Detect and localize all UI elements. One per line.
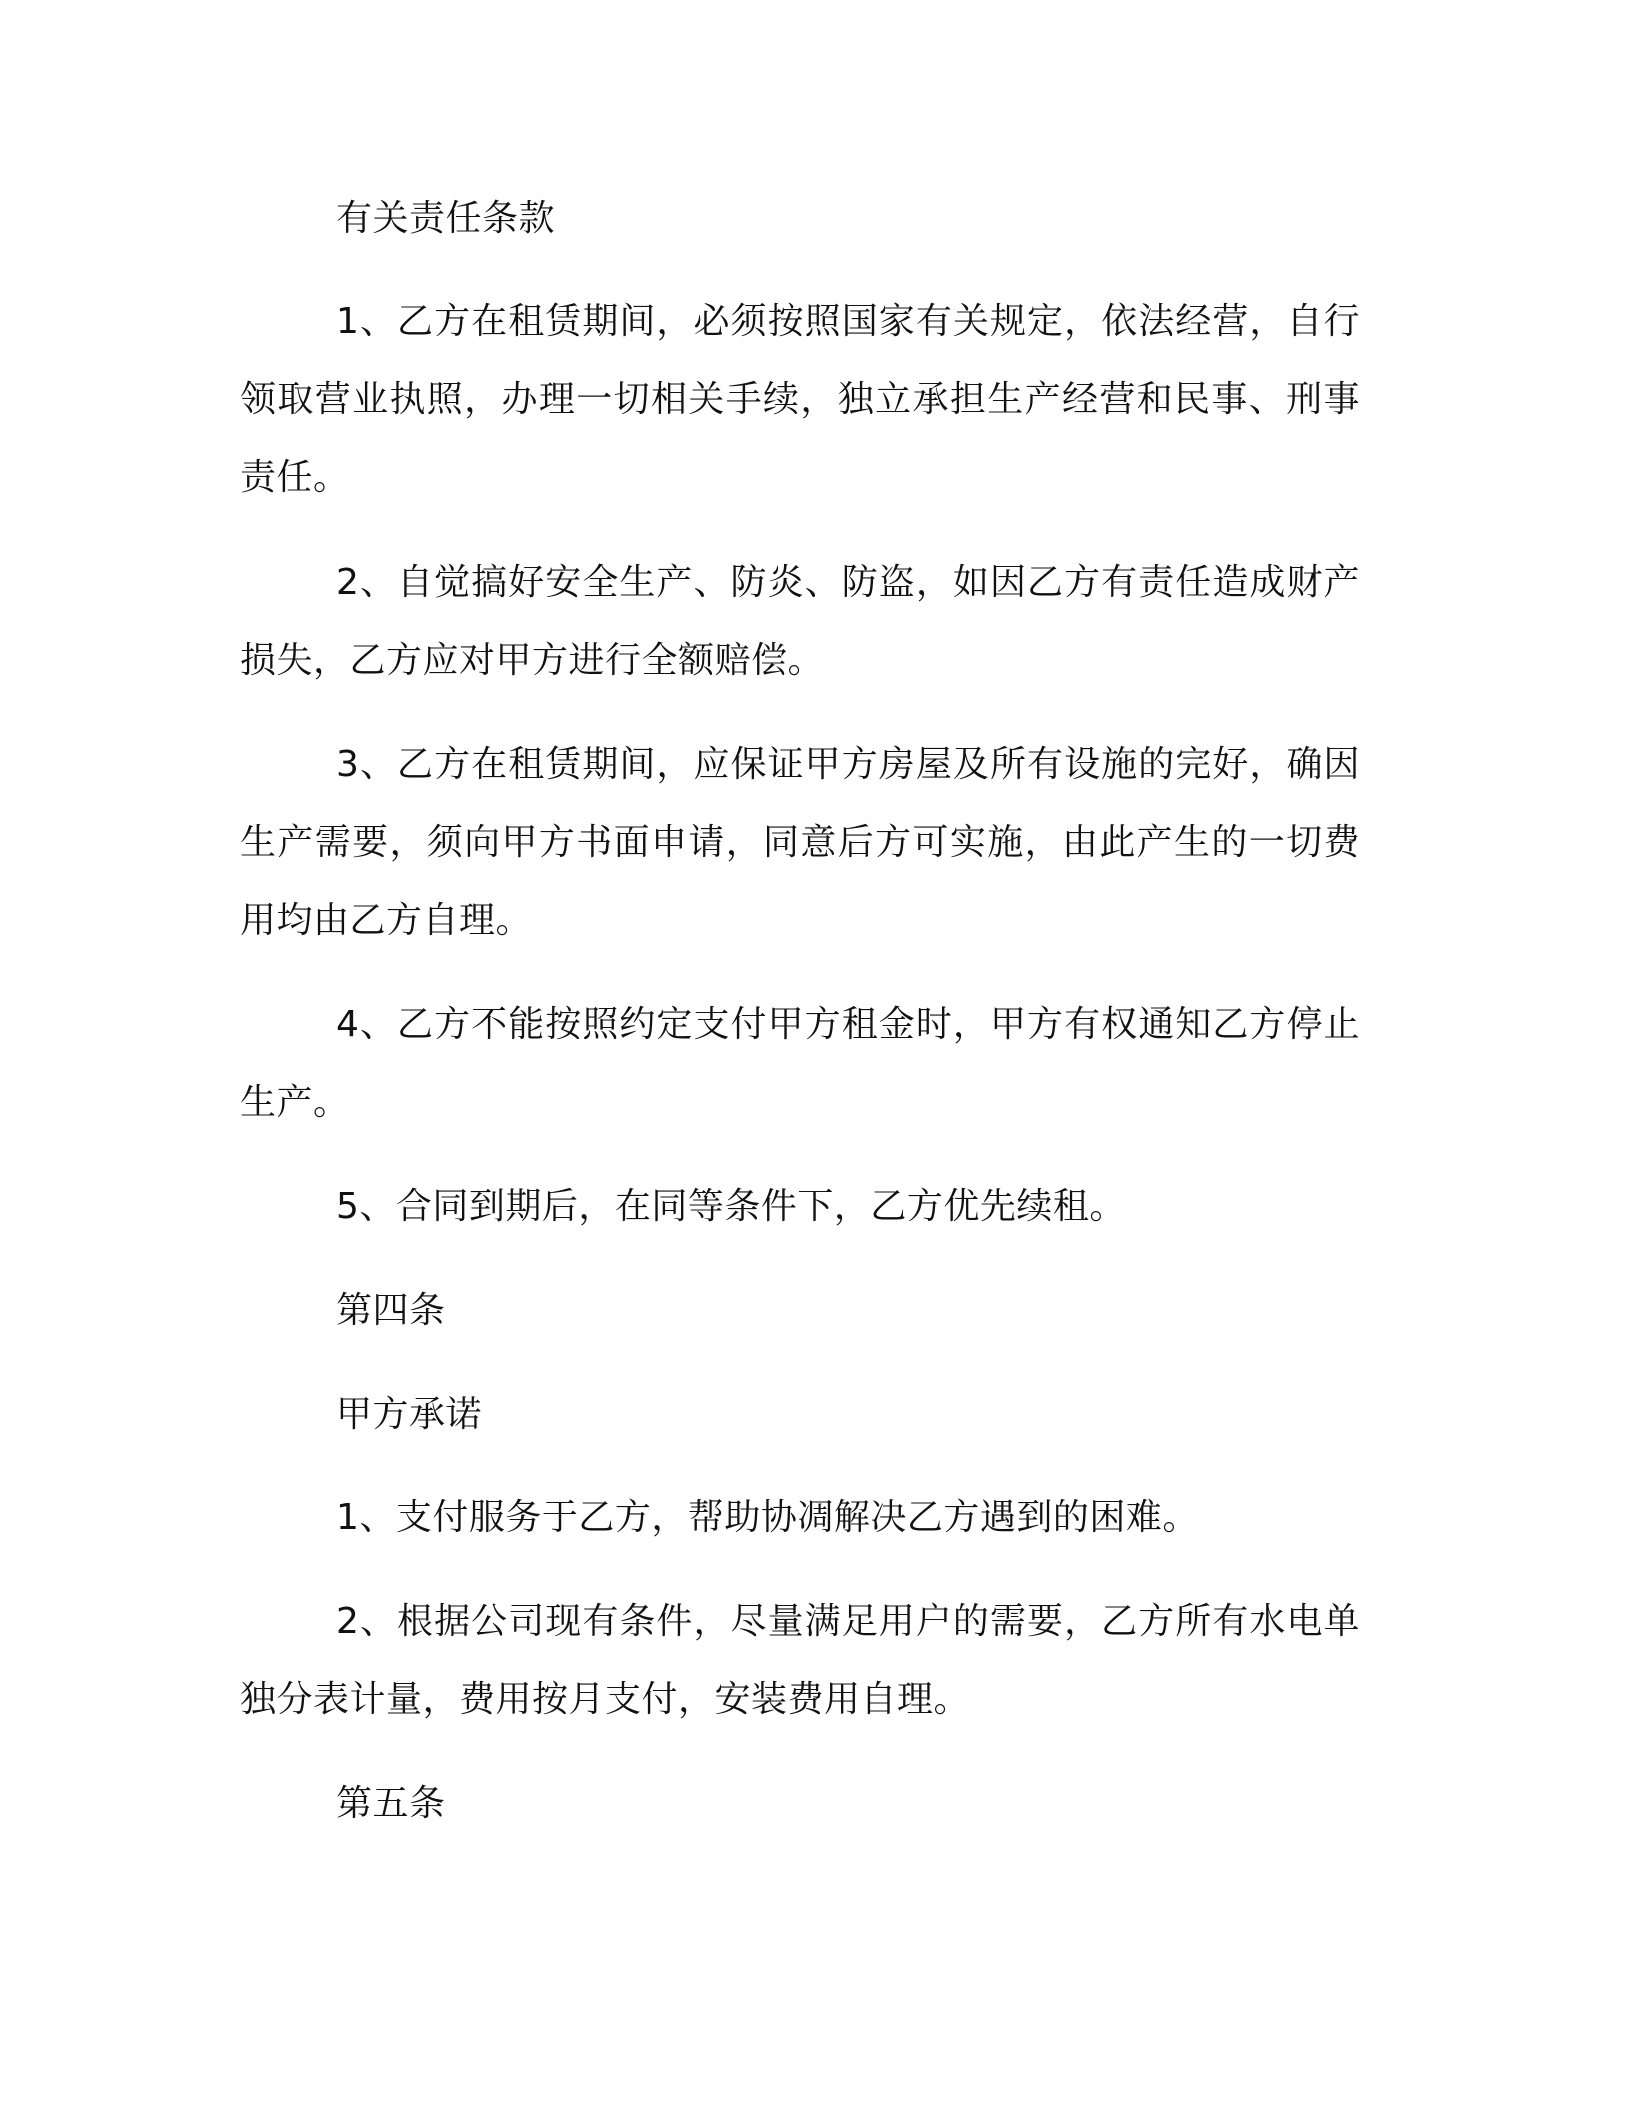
clause-liability-3: 3、乙方在租赁期间，应保证甲方房屋及所有设施的完好，确因生产需要，须向甲方书面申请，同意后方可实施，由此产生的一切费用均由乙方自理。 (240, 744, 1360, 941)
section-heading-liability: 有关责任条款 (336, 198, 556, 239)
clause-liability-1: 1、乙方在租赁期间，必须按照国家有关规定，依法经营，自行领取营业执照，办理一切相关手续，独立承担生产经营和民事、刑事责任。 (240, 301, 1360, 498)
clause-promise-2: 2、根据公司现有条件，尽量满足用户的需要，乙方所有水电单独分表计量，费用按月支付，安装费用自理。 (240, 1601, 1360, 1720)
clause-promise-1: 1、支付服务于乙方，帮助协凋解决乙方遇到的困难。 (336, 1497, 1199, 1538)
article-4-heading: 第四条 (336, 1290, 446, 1331)
section-heading-party-a-promise: 甲方承诺 (336, 1394, 483, 1435)
clause-liability-4: 4、乙方不能按照约定支付甲方租金时，甲方有权通知乙方停止生产。 (240, 1004, 1360, 1123)
clause-liability-5: 5、合同到期后，在同等条件下，乙方优先续租。 (336, 1186, 1126, 1227)
clause-liability-2: 2、自觉搞好安全生产、防炎、防盗，如因乙方有责任造成财产损失，乙方应对甲方进行全额赔偿。 (240, 562, 1360, 681)
article-5-heading: 第五条 (336, 1783, 446, 1824)
